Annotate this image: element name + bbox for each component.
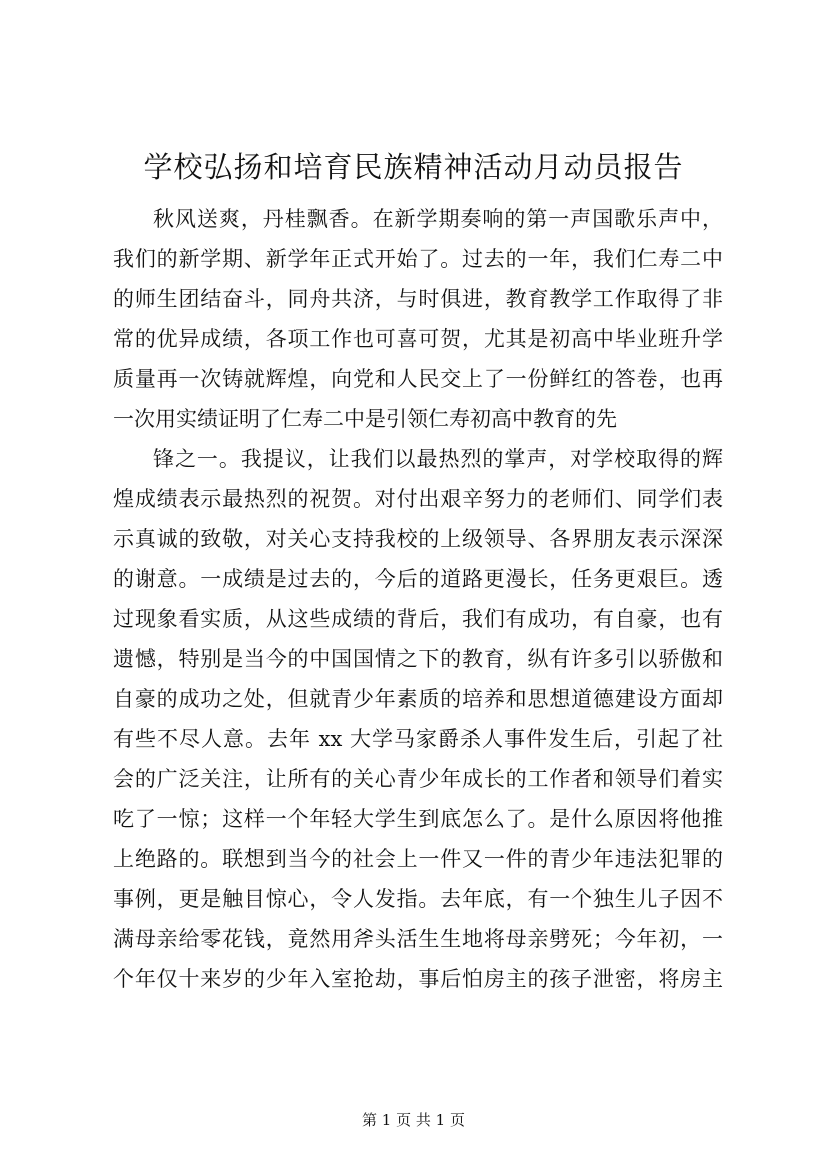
body-line: 煌成绩表示最热烈的祝贺。对付出艰辛努力的老师们、同学们表 [113,487,723,511]
body-line: 吃了一惊；这样一个年轻大学生到底怎么了。是什么原因将他推 [113,807,723,831]
body-line: 的谢意。一成绩是过去的，今后的道路更漫长，任务更艰巨。透 [113,567,723,591]
body-line: 满母亲给零花钱，竟然用斧头活生生地将母亲劈死；今年初，一 [113,927,723,951]
body-line: 的师生团结奋斗，同舟共济，与时俱进，教育教学工作取得了非 [113,287,723,311]
body-line: 自豪的成功之处，但就青少年素质的培养和思想道德建设方面却 [113,687,723,711]
body-line: 个年仅十来岁的少年入室抢劫，事后怕房主的孩子泄密，将房主 [113,967,723,991]
body-line: 锋之一。我提议，让我们以最热烈的掌声，对学校取得的辉 [153,447,723,471]
body-line: 我们的新学期、新学年正式开始了。过去的一年，我们仁寿二中 [113,247,723,271]
body-line: 秋风送爽，丹桂飘香。在新学期奏响的第一声国歌乐声中， [153,207,723,231]
body-line: 质量再一次铸就辉煌，向党和人民交上了一份鲜红的答卷，也再 [113,367,723,391]
body-line: 常的优异成绩，各项工作也可喜可贺，尤其是初高中毕业班升学 [113,327,723,351]
page-footer: 第 1 页 共 1 页 [362,1111,465,1129]
body-line: 事例，更是触目惊心，令人发指。去年底，有一个独生儿子因不 [113,887,723,911]
document-body [113,199,723,999]
body-line: 上绝路的。联想到当今的社会上一件又一件的青少年违法犯罪的 [113,847,723,871]
body-line: 示真诚的致敬，对关心支持我校的上级领导、各界朋友表示深深 [113,527,723,551]
body-line: 有些不尽人意。去年 xx 大学马家爵杀人事件发生后，引起了社 [113,727,723,751]
body-line: 遗憾，特别是当今的中国国情之下的教育，纵有许多引以骄傲和 [113,647,723,671]
body-line: 一次用实绩证明了仁寿二中是引领仁寿初高中教育的先 [113,407,617,431]
body-line: 过现象看实质，从这些成绩的背后，我们有成功，有自豪，也有 [113,607,723,631]
document-title: 学校弘扬和培育民族精神活动月动员报告 [143,150,684,184]
body-line: 会的广泛关注，让所有的关心青少年成长的工作者和领导们着实 [113,767,723,791]
